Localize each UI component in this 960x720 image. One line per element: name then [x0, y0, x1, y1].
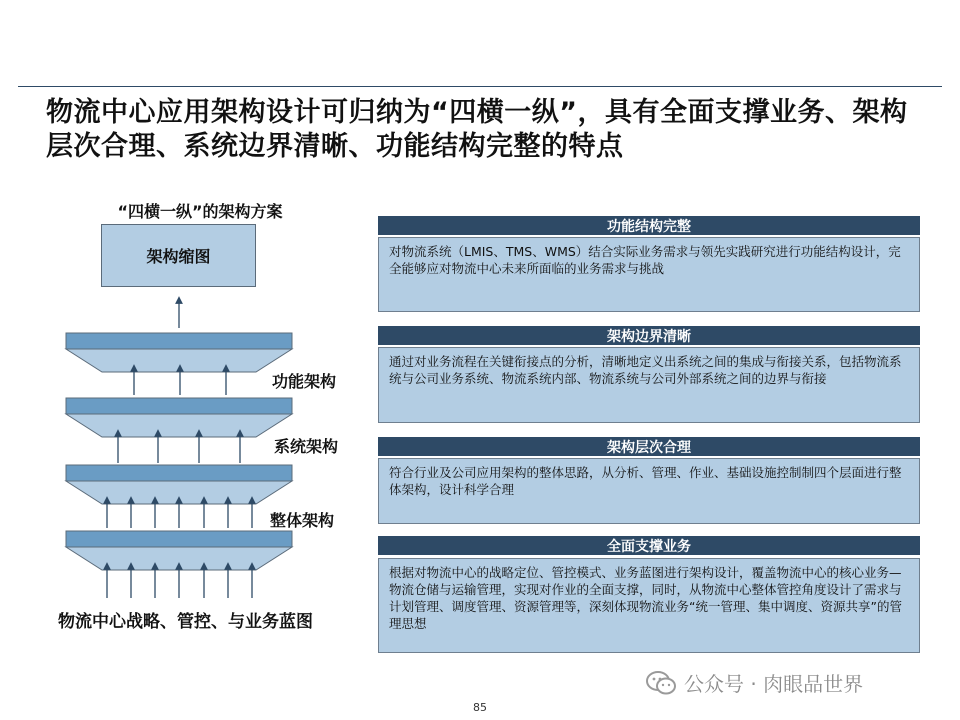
layer-system-base: [66, 414, 292, 437]
panel-header-boundary: 架构边界清晰: [378, 326, 920, 345]
page-number: 85: [473, 701, 487, 714]
layer-system: [66, 398, 292, 437]
layer-functional-base: [66, 349, 292, 372]
layer-label-system: 系统架构: [274, 437, 339, 456]
panel-header-support: 全面支撑业务: [378, 536, 920, 555]
panel-header-function: 功能结构完整: [378, 216, 920, 235]
layer-overall: [66, 465, 292, 504]
foundation-label: 物流中心战略、管控、与业务蓝图: [58, 612, 313, 632]
panel-body-function: 对物流系统（LMIS、TMS、WMS）结合实际业务需求与领先实践研究进行功能结构设计，完全能够应对物流中心未来所面临的业务需求与挑战: [378, 237, 920, 312]
layer-functional-top: [66, 333, 292, 349]
watermark-text: 公众号 · 肉眼品世界: [684, 672, 864, 696]
layer-system-top: [66, 398, 292, 414]
layer-foundation: [66, 531, 292, 570]
layer-overall-top: [66, 465, 292, 481]
diagram-heading: “四横一纵”的架构方案: [117, 202, 283, 221]
panel-body-hierarchy: 符合行业及公司应用架构的整体思路，从分析、管理、作业、基础设施控制制四个层面进行整体架构，设计科学合理: [378, 458, 920, 524]
panel-body-support: 根据对物流中心的战略定位、管控模式、业务蓝图进行架构设计，覆盖物流中心的核心业务—物流仓储与运输管理，实现对作业的全面支撑，同时，从物流中心整体管控角度设计了需求与计划管理、调度管理、资源管理等，深刻体现物流业务“统一管理、集中调度、资源共享”的管理思想: [378, 558, 920, 653]
layer-label-overall: 整体架构: [270, 511, 335, 530]
wechat-watermark: [646, 668, 863, 697]
panel-body-boundary: 通过对业务流程在关键衔接点的分析，清晰地定义出系统之间的集成与衔接关系，包括物流系统与公司业务系统、物流系统内部、物流系统与公司外部系统之间的边界与衔接: [378, 347, 920, 423]
panel-header-hierarchy: 架构层次合理: [378, 437, 920, 456]
layer-functional: [66, 333, 292, 372]
page-title-line-1: 物流中心应用架构设计可归纳为“四横一纵”，具有全面支撑业务、架构: [46, 97, 908, 128]
layer-foundation-arrows: [107, 566, 252, 598]
layer-foundation-top: [66, 531, 292, 547]
architecture-summary-label: 架构缩图: [146, 247, 211, 266]
page-title-line-2: 层次合理、系统边界清晰、功能结构完整的特点: [46, 131, 624, 162]
wechat-icon: [646, 670, 676, 696]
layer-label-functional: 功能架构: [272, 372, 337, 391]
